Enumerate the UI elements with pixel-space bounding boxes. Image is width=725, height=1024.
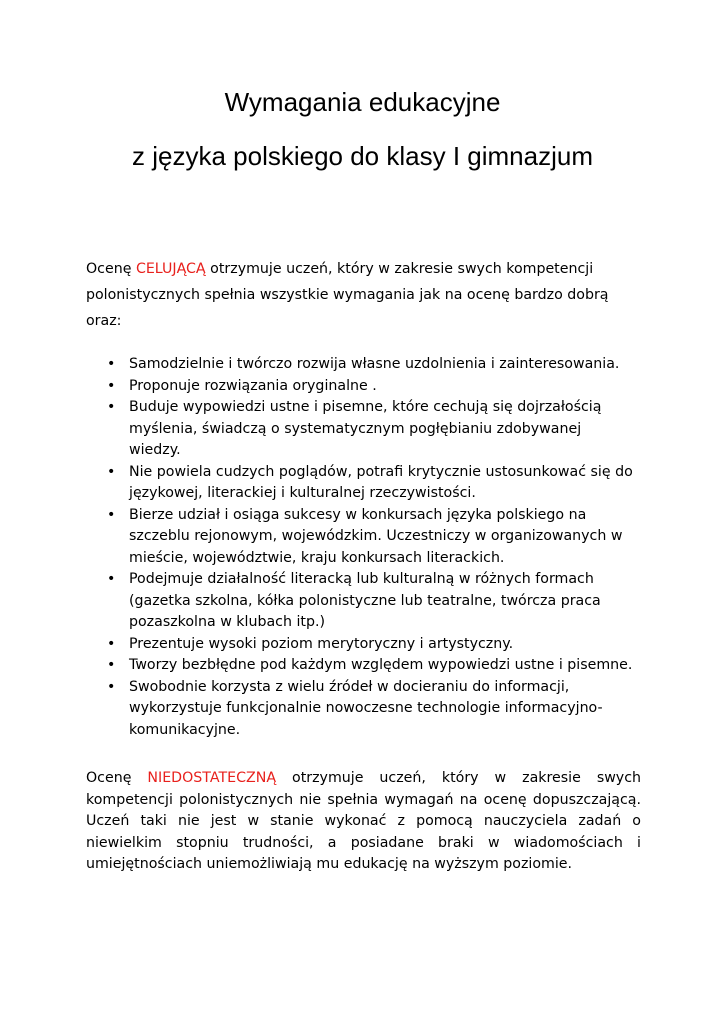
list-item <box>107 505 637 570</box>
list-item-text: Proponuje rozwiązania oryginalne . <box>129 377 377 394</box>
bullet-icon: • <box>107 377 116 394</box>
list-item <box>107 655 637 677</box>
celujaca-suffix: otrzymuje uczeń, który w zakresie swych kompetencji polonistycznych spełnia wszystkie wymagania jak na ocenę bardzo dobrą oraz: <box>86 261 609 329</box>
list-item <box>107 569 637 634</box>
bullet-icon: • <box>107 463 116 480</box>
list-item-text: Tworzy bezbłędne pod każdym względem wypowiedzi ustne i pisemne. <box>129 657 633 673</box>
list-item <box>107 397 637 462</box>
celujaca-prefix: Ocenę <box>86 261 136 277</box>
bullet-icon: • <box>107 635 116 652</box>
bullet-icon: • <box>107 356 116 372</box>
celujaca-paragraph <box>86 256 641 334</box>
list-item-text: Prezentuje wysoki poziom merytoryczny i artystyczny. <box>129 635 514 652</box>
bullet-icon: • <box>107 399 116 415</box>
niedostateczna-prefix: Ocenę <box>86 770 148 786</box>
list-item-text: Buduje wypowiedzi ustne i pisemne, które cechują się dojrzałością myślenia, świadczą o systematycznym pogłębianiu zdobywanej wiedzy. <box>129 399 602 458</box>
niedostateczna-suffix: otrzymuje uczeń, który w zakresie swych kompetencji polonistycznych nie spełnia wymagań na ocenę dopuszczającą. Uczeń taki nie jest w stanie wykonać z pomocą nauczyciela zadań o niewielkim stopniu trudności, a posiadane braki w wiadomościach i umiejętnościach uniemożliwiają mu edukację na wyższym poziomie. <box>86 770 641 872</box>
celujaca-grade: CELUJĄCĄ <box>135 261 206 277</box>
list-item-text: Podejmuje działalność literacką lub kulturalną w różnych formach (gazetka szkolna, kółka polonistyczne lub teatralne, twórcza praca pozaszkolna w klubach itp.) <box>129 571 601 630</box>
niedostateczna-paragraph <box>86 768 641 876</box>
list-item <box>107 376 637 398</box>
list-item <box>107 634 637 656</box>
list-item-text: Nie powiela cudzych poglądów, potrafi krytycznie ustosunkować się do językowej, literackiej i kulturalnej rzeczywistości. <box>129 463 633 501</box>
list-item <box>107 677 637 742</box>
list-item-text: Samodzielnie i twórczo rozwija własne uzdolnienia i zainteresowania. <box>129 356 620 372</box>
niedostateczna-grade: NIEDOSTATECZNĄ <box>147 770 277 786</box>
bullet-icon: • <box>107 657 116 673</box>
document-title-line-2: z języka polskiego do klasy I gimnazjum <box>132 141 593 171</box>
list-item <box>107 354 637 376</box>
list-item <box>107 462 637 505</box>
bullet-icon: • <box>107 678 116 695</box>
bullet-icon: • <box>107 506 116 523</box>
list-item-text: Bierze udział i osiąga sukcesy w konkursach języka polskiego na szczeblu rejonowym, wojewódzkim. Uczestniczy w organizowanych w mieście, województwie, kraju konkursach literackich. <box>129 506 623 566</box>
bullet-icon: • <box>107 571 116 587</box>
document-title-line-1: Wymagania edukacyjne <box>224 87 501 117</box>
list-item-text: Swobodnie korzysta z wielu źródeł w docieraniu do informacji, wykorzystuje funkcjonalnie nowoczesne technologie informacyjno-komunikacyjne. <box>129 678 603 738</box>
requirements-list <box>107 354 637 741</box>
